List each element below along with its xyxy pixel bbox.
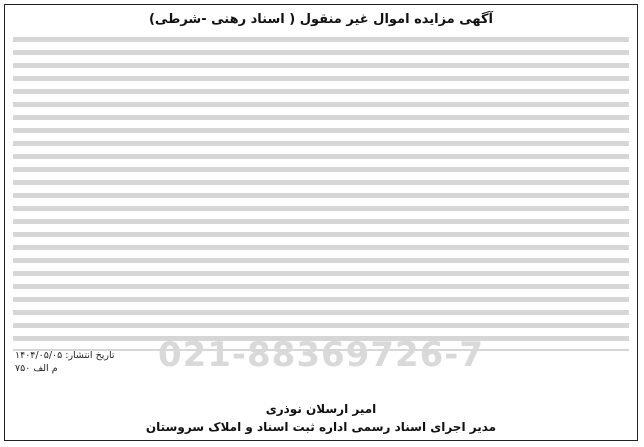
auction-notice xyxy=(4,4,638,441)
notice-body-text-placeholder xyxy=(13,33,629,351)
notice-body xyxy=(13,33,629,351)
signer-title: مدیر اجرای اسناد رسمی اداره ثبت اسناد و املاک سروستان xyxy=(145,420,497,434)
publication-info xyxy=(15,349,114,375)
publication-date: تاریخ انتشار: ۱۴۰۴/۰۵/۰۵ xyxy=(15,350,115,361)
signer-name: امیر ارسلان نوذری xyxy=(265,402,377,416)
reference-number: م الف ۷۵۰ xyxy=(15,363,58,374)
watermark-phone-number: 021-88369726-7 xyxy=(157,335,485,375)
notice-title: آگهی مزایده اموال غیر منقول ( اسناد رهنی -شرطی) xyxy=(148,12,494,27)
